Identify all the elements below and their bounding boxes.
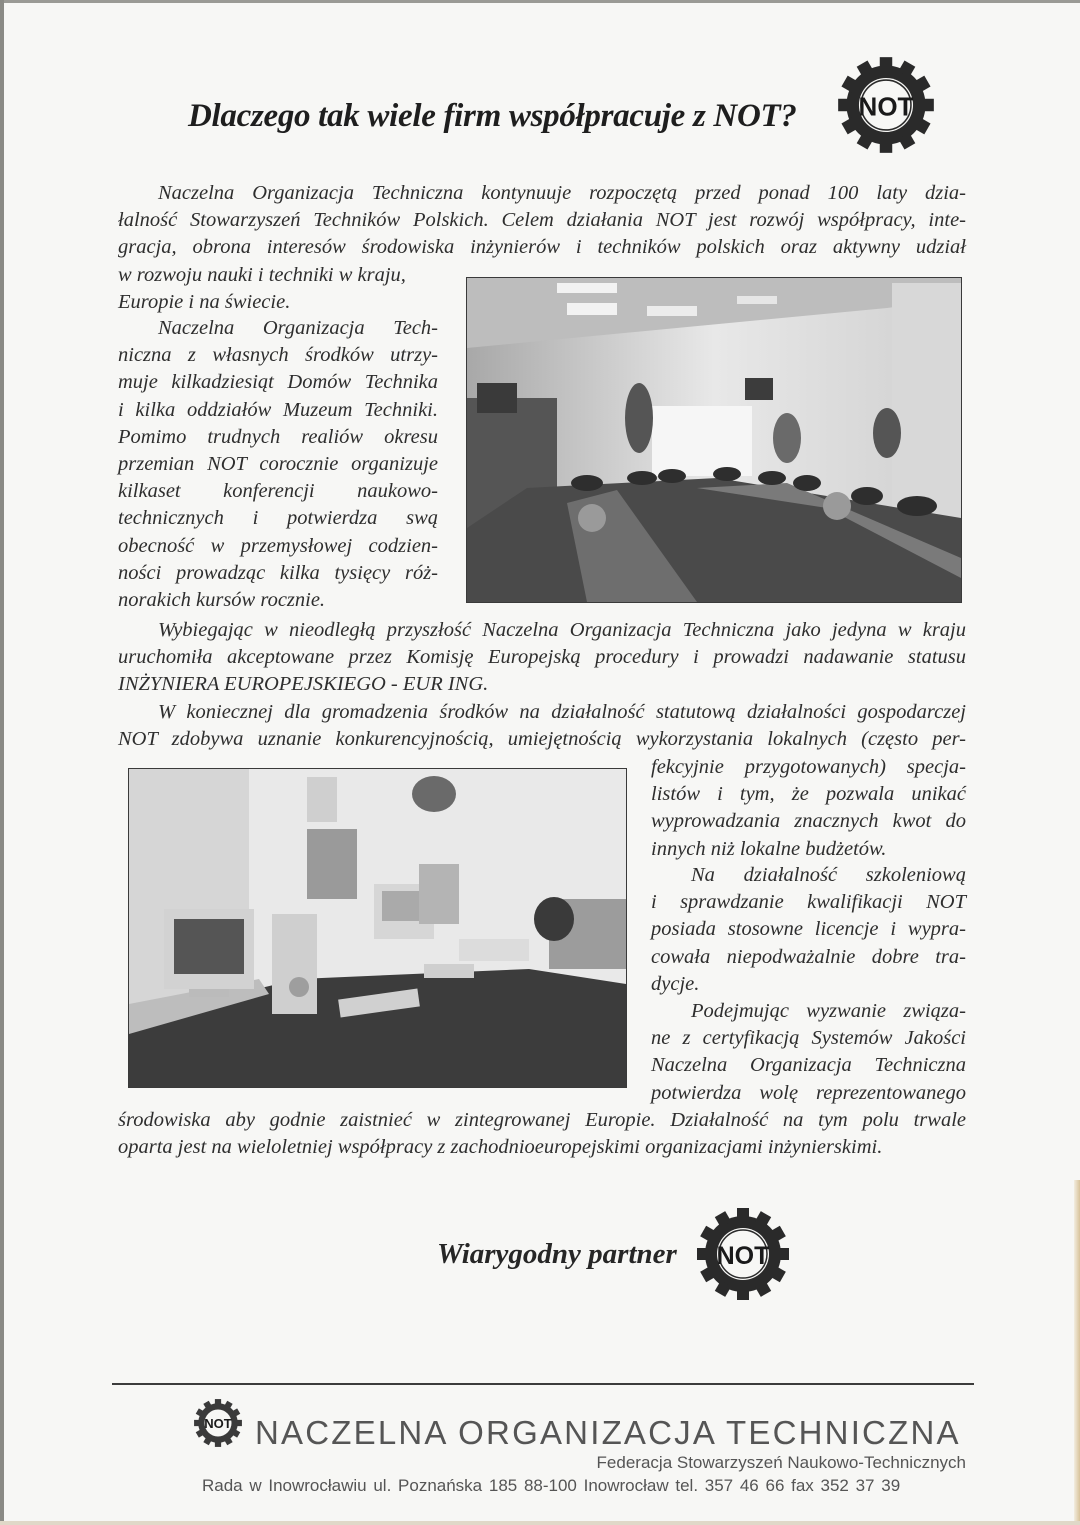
scan-edge-bottom: [0, 1521, 1080, 1525]
paragraph-quality: [651, 998, 966, 1107]
not-gear-logo-icon: [693, 1202, 793, 1306]
text-line: środowiska aby godnie zaistnieć w zintegrowanej Europie. Działalność na tym polu trwale: [118, 1109, 966, 1131]
text-line: wyprowadzania znacznych kwot do: [651, 810, 966, 833]
text-line: Europie i na świecie.: [118, 290, 291, 313]
text-line: kilkaset konferencji naukowo-: [118, 480, 438, 503]
gear-logo-svg: [192, 1397, 244, 1449]
text-line: ne z certyfikacją Systemów Jakości: [651, 1027, 966, 1050]
not-gear-logo-icon: [192, 1397, 244, 1449]
paragraph-economic: [118, 699, 966, 753]
text-line: przemian NOT corocznie organizuje: [118, 453, 438, 476]
text-line: Naczelna Organizacja Techniczna: [651, 1054, 966, 1077]
federation-subtitle: Federacja Stowarzyszeń Naukowo-Technicznych: [596, 1453, 966, 1472]
text-line: cowała niepodważalnie dobre tra-: [651, 945, 966, 968]
text-line: muje kilkadziesiąt Domów Technika: [118, 371, 438, 394]
text-line: W koniecznej dla gromadzenia środków na działalność statutową działalności gospodarczej: [158, 701, 966, 723]
gear-logo-text: NOT: [858, 91, 914, 122]
office-image: [129, 769, 626, 1087]
conference-room-photo: [466, 277, 962, 603]
gear-logo-svg: [834, 53, 938, 157]
office-photo: [128, 768, 627, 1088]
contact-address: Rada w Inowrocławiu ul. Poznańska 185 88-100 Inowrocław tel. 357 46 66 fax 352 37 39: [202, 1476, 901, 1495]
scan-edge-top: [0, 0, 1080, 3]
partner-slogan: Wiarygodny partner: [437, 1238, 677, 1270]
text-line: NOT zdobywa uznanie konkurencyjnością, umiejętnością wykorzystania lokalnych (często per-: [118, 728, 966, 751]
text-line: technicznych i potwierdza swą: [118, 507, 438, 530]
text-line: łalność Stowarzyszeń Techników Polskich. Celem działania NOT jest rozwój współpracy, inte-: [118, 209, 966, 232]
paragraph-training: [651, 862, 966, 998]
text-line: dycje.: [651, 972, 700, 995]
footer-divider: [112, 1383, 974, 1385]
text-line: w rozwoju nauki i techniki w kraju,: [118, 263, 406, 286]
scan-edge-right: [1074, 1180, 1080, 1525]
text-line: INŻYNIERA EUROPEJSKIEGO - EUR ING.: [118, 673, 489, 696]
text-line: gracja, obrona interesów środowiska inżynierów i techników polskich oraz aktywny udział: [118, 236, 966, 259]
text-line: Pomimo trudnych realiów okresu: [118, 425, 438, 448]
text-line: Wybiegając w nieodległą przyszłość Naczelna Organizacja Techniczna jako jedyna w kraju: [158, 619, 966, 641]
text-line: Na działalność szkoleniową: [691, 864, 966, 886]
text-line: listów i tym, że pozwala unikać: [651, 783, 966, 806]
text-line: fekcyjnie przygotowanych) specja-: [651, 756, 966, 778]
text-line: i sprawdzanie kwalifikacji NOT: [651, 891, 966, 914]
paragraph-eur-ing: [118, 617, 966, 699]
text-line: posiada stosowne licencje i wypra-: [651, 918, 966, 941]
text-line: norakich kursów rocznie.: [118, 589, 326, 612]
paragraph-houses: [118, 315, 438, 614]
gear-logo-text: NOT: [716, 1242, 770, 1270]
gear-logo-text: NOT: [204, 1416, 232, 1432]
text-line: ności prowadząc kilka tysięcy róż-: [118, 561, 438, 584]
text-line: innych niż lokalne budżetów.: [651, 837, 887, 860]
text-line: Naczelna Organizacja Tech-: [158, 317, 438, 339]
scan-edge-left: [0, 0, 4, 1525]
text-line: obecność w przemysłowej codzien-: [118, 534, 438, 557]
text-line: niczna z własnych środków utrzy-: [118, 344, 438, 367]
text-line: uruchomiła akceptowane przez Komisję Europejską procedury i prowadzi nadawanie statusu: [118, 646, 966, 669]
not-gear-logo-icon: [834, 53, 938, 157]
text-line: oparta jest na wieloletniej współpracy z zachodnioeuropejskimi organizacjami inżynierskimi.: [118, 1136, 883, 1159]
text-line: potwierdza wolę reprezentowanego: [651, 1081, 966, 1104]
organization-name: NACZELNA ORGANIZACJA TECHNICZNA: [255, 1414, 961, 1451]
page-title: Dlaczego tak wiele firm współpracuje z NOT?: [188, 98, 797, 134]
text-line: Podejmując wyzwanie związa-: [691, 1000, 966, 1022]
gear-logo-svg: [693, 1202, 793, 1306]
text-line: i kilka oddziałów Muzeum Techniki.: [118, 398, 438, 421]
conference-room-image: [467, 278, 961, 602]
paragraph-quality-cont: [118, 1107, 966, 1161]
text-line: Naczelna Organizacja Techniczna kontynuuje rozpoczętą przed ponad 100 laty dzia-: [158, 182, 966, 204]
paragraph-economic-cont: [651, 754, 966, 863]
